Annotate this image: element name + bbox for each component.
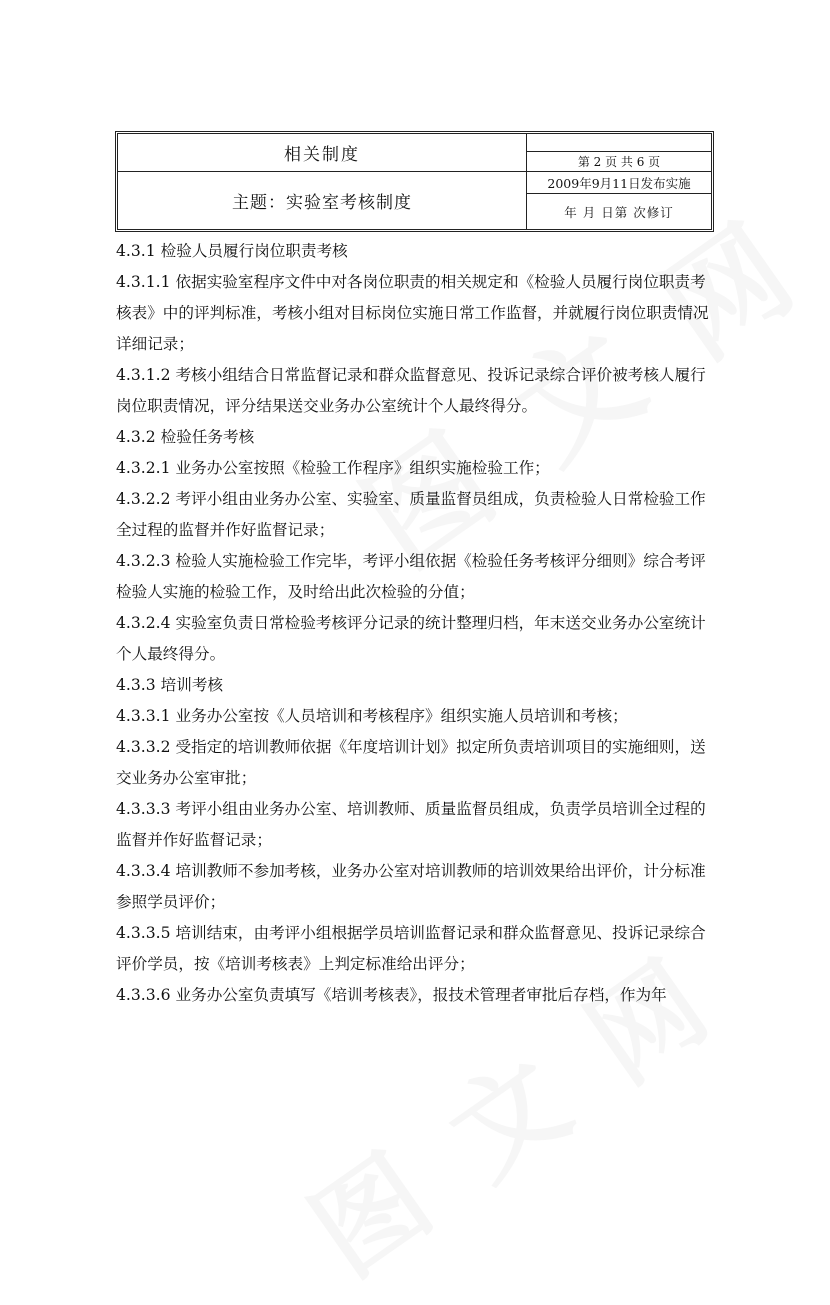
- paragraph: 4.3.2.3 检验人实施检验工作完毕，考评小组依据《检验任务考核评分细则》综合考评检验人实施的检验工作，及时给出此次检验的分值；: [116, 552, 706, 601]
- paragraph: 4.3.2.4 实验室负责日常检验考核评分记录的统计整理归档，年末送交业务办公室统计个人最终得分。: [116, 614, 706, 663]
- header-subject: 主题：实验室考核制度: [118, 172, 527, 229]
- paragraph: 4.3.3.5 培训结束，由考评小组根据学员培训监督记录和群众监督意见、投诉记录综合评价学员，按《培训考核表》上判定标准给出评分；: [116, 924, 706, 973]
- paragraph: 4.3.1.1 依据实验室程序文件中对各岗位职责的相关规定和《检验人员履行岗位职责考核表》中的评判标准，考核小组对目标岗位实施日常工作监督，并就履行岗位职责情况详细记录；: [116, 273, 709, 353]
- paragraph: 4.3.3.4 培训教师不参加考核，业务办公室对培训教师的培训效果给出评价，计分标准参照学员评价；: [116, 862, 706, 911]
- header-revision: 年 月 日第 次修订: [564, 204, 674, 220]
- paragraph: 4.3.1.2 考核小组结合日常监督记录和群众监督意见、投诉记录综合评价被考核人履行岗位职责情况，评分结果送交业务办公室统计个人最终得分。: [116, 366, 706, 415]
- paragraph: 4.3.2.1 业务办公室按照《检验工作程序》组织实施检验工作；: [116, 459, 550, 477]
- header-page-info: 第 2 页 共 6 页: [527, 152, 711, 172]
- paragraph: 4.3.3.6 业务办公室负责填写《培训考核表》，报技术管理者审批后存档，作为年: [116, 986, 667, 1004]
- section-heading: 4.3.1 检验人员履行岗位职责考核: [116, 242, 348, 260]
- document-header-table: [115, 131, 714, 232]
- paragraph: 4.3.3.1 业务办公室按《人员培训和考核程序》组织实施人员培训和考核；: [116, 707, 628, 725]
- paragraph: 4.3.2.2 考评小组由业务办公室、实验室、质量监督员组成，负责检验人日常检验工作全过程的监督并作好监督记录；: [116, 490, 706, 539]
- section-heading: 4.3.2 检验任务考核: [116, 428, 255, 446]
- header-blank-cell: [527, 134, 711, 152]
- header-issue-date: 2009年9月11日发布实施: [527, 172, 711, 194]
- paragraph: 4.3.3.2 受指定的培训教师依据《年度培训计划》拟定所负责培训项目的实施细则，送交业务办公室审批；: [116, 738, 706, 787]
- header-category: 相关制度: [118, 134, 527, 172]
- section-heading: 4.3.3 培训考核: [116, 676, 224, 694]
- paragraph: 4.3.3.3 考评小组由业务办公室、培训教师、质量监督员组成，负责学员培训全过程的监督并作好监督记录；: [116, 800, 706, 849]
